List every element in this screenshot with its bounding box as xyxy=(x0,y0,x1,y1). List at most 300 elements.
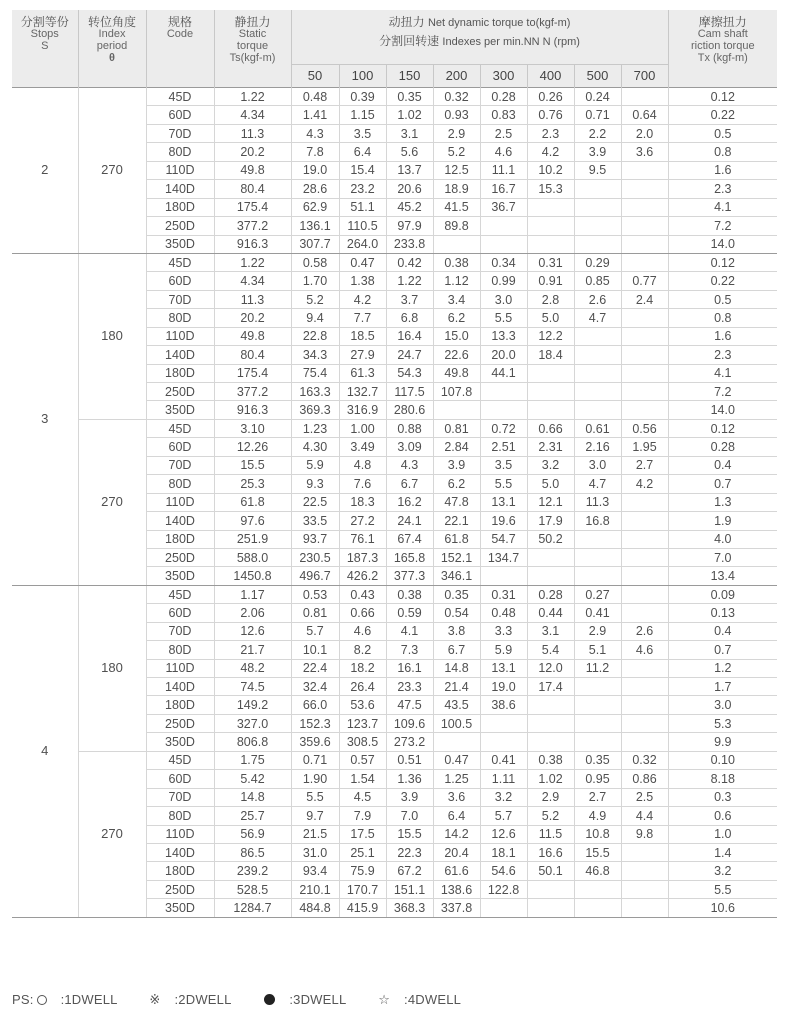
index-header xyxy=(78,10,146,88)
index-angle-value: 270 xyxy=(78,751,146,917)
dynamic-torque-cell: 0.35 xyxy=(386,88,433,106)
dynamic-torque-cell: 2.31 xyxy=(527,438,574,456)
dynamic-torque-cell: 13.1 xyxy=(480,659,527,677)
dynamic-torque-cell: 0.48 xyxy=(480,604,527,622)
code-cell: 250D xyxy=(146,217,214,235)
dynamic-torque-cell: 316.9 xyxy=(339,401,386,419)
dynamic-torque-cell: 0.32 xyxy=(621,751,668,769)
static-torque-cell: 327.0 xyxy=(214,714,291,732)
friction-torque-cell: 3.2 xyxy=(668,862,777,880)
dynamic-torque-cell: 51.1 xyxy=(339,198,386,216)
dynamic-torque-cell xyxy=(621,198,668,216)
dynamic-torque-cell: 9.7 xyxy=(291,807,339,825)
dynamic-torque-cell: 0.31 xyxy=(480,585,527,603)
code-cell: 110D xyxy=(146,161,214,179)
dynamic-torque-cell: 0.83 xyxy=(480,106,527,124)
code-cell: 350D xyxy=(146,235,214,253)
dynamic-torque-cell: 264.0 xyxy=(339,235,386,253)
dynamic-torque-cell: 123.7 xyxy=(339,714,386,732)
dynamic-torque-cell: 15.5 xyxy=(386,825,433,843)
dynamic-torque-cell xyxy=(621,548,668,566)
static-torque-cell: 806.8 xyxy=(214,733,291,751)
index-header-en1: Index xyxy=(98,28,126,40)
friction-torque-cell: 0.7 xyxy=(668,641,777,659)
friction-torque-cell: 2.3 xyxy=(668,346,777,364)
dynamic-torque-cell: 152.1 xyxy=(433,548,480,566)
dynamic-torque-cell xyxy=(621,253,668,271)
code-cell: 60D xyxy=(146,438,214,456)
friction-torque-cell: 0.3 xyxy=(668,788,777,806)
dwell-legend xyxy=(12,992,489,1008)
friction-torque-cell: 5.5 xyxy=(668,880,777,898)
dynamic-torque-cell xyxy=(574,327,621,345)
dynamic-torque-cell xyxy=(480,567,527,585)
code-cell: 60D xyxy=(146,770,214,788)
dynamic-torque-cell: 9.5 xyxy=(574,161,621,179)
static-torque-cell: 528.5 xyxy=(214,880,291,898)
dynamic-torque-cell: 0.66 xyxy=(527,419,574,437)
dynamic-torque-cell: 4.2 xyxy=(621,475,668,493)
dynamic-torque-cell: 19.0 xyxy=(291,161,339,179)
dynamic-torque-cell: 17.9 xyxy=(527,512,574,530)
dynamic-torque-cell: 12.2 xyxy=(527,327,574,345)
dynamic-torque-cell xyxy=(621,714,668,732)
static-torque-cell: 49.8 xyxy=(214,327,291,345)
friction-torque-header xyxy=(668,10,777,88)
dynamic-torque-cell xyxy=(527,714,574,732)
dynamic-torque-cell: 3.0 xyxy=(480,290,527,308)
dynamic-torque-cell: 24.1 xyxy=(386,512,433,530)
dynamic-torque-cell: 27.9 xyxy=(339,346,386,364)
dynamic-torque-cell: 16.2 xyxy=(386,493,433,511)
dynamic-torque-cell: 22.8 xyxy=(291,327,339,345)
friction-torque-cell: 0.12 xyxy=(668,253,777,271)
dynamic-torque-cell: 31.0 xyxy=(291,843,339,861)
dynamic-torque-cell: 0.72 xyxy=(480,419,527,437)
dynamic-torque-cell: 13.7 xyxy=(386,161,433,179)
code-cell: 80D xyxy=(146,807,214,825)
static-torque-cell: 25.3 xyxy=(214,475,291,493)
legend-item-3dwell xyxy=(263,992,360,1007)
dynamic-torque-cell: 109.6 xyxy=(386,714,433,732)
code-cell: 250D xyxy=(146,880,214,898)
speed-header-700: 700 xyxy=(621,65,668,88)
static-torque-cell: 2.06 xyxy=(214,604,291,622)
dynamic-torque-cell: 0.41 xyxy=(480,751,527,769)
friction-torque-cell: 1.3 xyxy=(668,493,777,511)
static-torque-cell: 56.9 xyxy=(214,825,291,843)
dynamic-torque-cell: 0.66 xyxy=(339,604,386,622)
dynamic-torque-cell: 20.4 xyxy=(433,843,480,861)
dynamic-torque-cell: 16.6 xyxy=(527,843,574,861)
dynamic-torque-cell: 47.8 xyxy=(433,493,480,511)
index-header-en2: period xyxy=(96,40,128,52)
dynamic-torque-cell: 6.4 xyxy=(339,143,386,161)
dynamic-torque-cell: 12.6 xyxy=(480,825,527,843)
reference-mark-icon: ※ xyxy=(149,992,161,1007)
dynamic-torque-cell: 15.4 xyxy=(339,161,386,179)
legend-item-4dwell xyxy=(378,992,475,1007)
dynamic-torque-cell: 3.9 xyxy=(386,788,433,806)
dynamic-torque-cell: 1.11 xyxy=(480,770,527,788)
friction-torque-cell: 13.4 xyxy=(668,567,777,585)
dynamic-torque-cell: 4.6 xyxy=(480,143,527,161)
static-torque-cell: 1.22 xyxy=(214,253,291,271)
dynamic-torque-cell: 6.7 xyxy=(386,475,433,493)
dynamic-torque-cell: 0.51 xyxy=(386,751,433,769)
dynamic-torque-cell: 22.5 xyxy=(291,493,339,511)
legend-label-1dwell: :1DWELL xyxy=(60,992,118,1007)
dynamic-torque-cell: 5.7 xyxy=(480,807,527,825)
dynamic-torque-cell: 0.38 xyxy=(527,751,574,769)
dynamic-torque-cell: 0.61 xyxy=(574,419,621,437)
static-torque-cell: 11.3 xyxy=(214,124,291,142)
code-header xyxy=(146,10,214,88)
dynamic-torque-cell xyxy=(621,327,668,345)
dynamic-torque-cell: 7.9 xyxy=(339,807,386,825)
dynamic-torque-cell: 61.8 xyxy=(433,530,480,548)
static-torque-cell: 1284.7 xyxy=(214,899,291,917)
code-cell: 350D xyxy=(146,733,214,751)
legend-item-1dwell xyxy=(36,992,132,1007)
dynamic-torque-cell: 6.2 xyxy=(433,309,480,327)
static-torque-cell: 1450.8 xyxy=(214,567,291,585)
dynamic-torque-cell: 1.23 xyxy=(291,419,339,437)
friction-torque-cell: 1.6 xyxy=(668,327,777,345)
dynamic-torque-cell: 0.39 xyxy=(339,88,386,106)
friction-torque-cell: 0.13 xyxy=(668,604,777,622)
dynamic-torque-cell: 5.9 xyxy=(291,456,339,474)
dynamic-torque-cell: 11.2 xyxy=(574,659,621,677)
dynamic-torque-cell: 2.9 xyxy=(574,622,621,640)
code-cell: 70D xyxy=(146,124,214,142)
dynamic-torque-cell xyxy=(621,678,668,696)
dynamic-torque-cell xyxy=(621,567,668,585)
dynamic-torque-cell: 9.3 xyxy=(291,475,339,493)
dynamic-torque-cell: 97.9 xyxy=(386,217,433,235)
dynamic-torque-cell: 5.1 xyxy=(574,641,621,659)
static-torque-cell: 1.22 xyxy=(214,88,291,106)
code-cell: 70D xyxy=(146,622,214,640)
static-header-unit: Ts(kgf-m) xyxy=(229,52,276,64)
friction-torque-cell: 4.0 xyxy=(668,530,777,548)
dynamic-torque-cell: 10.2 xyxy=(527,161,574,179)
dynamic-torque-cell xyxy=(621,659,668,677)
dynamic-torque-cell: 0.77 xyxy=(621,272,668,290)
dynamic-torque-cell: 5.9 xyxy=(480,641,527,659)
table-row xyxy=(12,751,777,769)
code-cell: 110D xyxy=(146,327,214,345)
dynamic-torque-cell xyxy=(621,401,668,419)
dynamic-torque-cell: 17.4 xyxy=(527,678,574,696)
dynamic-torque-cell xyxy=(621,696,668,714)
dynamic-torque-cell: 1.02 xyxy=(386,106,433,124)
static-torque-cell: 377.2 xyxy=(214,217,291,235)
dynamic-torque-cell: 2.6 xyxy=(574,290,621,308)
dynamic-torque-cell xyxy=(574,346,621,364)
dynamic-torque-cell: 1.25 xyxy=(433,770,480,788)
dynamic-torque-cell: 2.8 xyxy=(527,290,574,308)
dynamic-torque-cell: 4.6 xyxy=(339,622,386,640)
dynamic-torque-cell: 2.5 xyxy=(480,124,527,142)
dynamic-torque-cell: 3.5 xyxy=(339,124,386,142)
table-row xyxy=(12,419,777,437)
dynamic-torque-cell: 5.2 xyxy=(433,143,480,161)
dynamic-torque-cell: 45.2 xyxy=(386,198,433,216)
dynamic-torque-cell xyxy=(574,696,621,714)
dynamic-torque-cell xyxy=(433,235,480,253)
stops-value: 4 xyxy=(12,585,78,917)
code-cell: 45D xyxy=(146,751,214,769)
dynamic-torque-cell: 2.0 xyxy=(621,124,668,142)
dynamic-torque-cell: 13.1 xyxy=(480,493,527,511)
dynamic-torque-cell: 3.4 xyxy=(433,290,480,308)
dynamic-torque-cell xyxy=(621,309,668,327)
dynamic-torque-cell xyxy=(527,696,574,714)
dynamic-torque-cell: 5.2 xyxy=(291,290,339,308)
dynamic-torque-cell: 136.1 xyxy=(291,217,339,235)
dynamic-torque-cell: 2.9 xyxy=(433,124,480,142)
dynamic-torque-cell: 43.5 xyxy=(433,696,480,714)
dynamic-torque-cell: 0.81 xyxy=(433,419,480,437)
dynamic-torque-cell: 415.9 xyxy=(339,899,386,917)
index-angle-value: 270 xyxy=(78,88,146,254)
dynamic-torque-cell: 0.28 xyxy=(527,585,574,603)
dynamic-torque-cell: 93.7 xyxy=(291,530,339,548)
dynamic-torque-cell: 0.26 xyxy=(527,88,574,106)
friction-torque-cell: 0.5 xyxy=(668,290,777,308)
dynamic-torque-cell: 5.2 xyxy=(527,807,574,825)
code-cell: 140D xyxy=(146,346,214,364)
static-torque-cell: 916.3 xyxy=(214,401,291,419)
dynamic-torque-cell: 18.3 xyxy=(339,493,386,511)
dynamic-torque-cell: 1.00 xyxy=(339,419,386,437)
code-cell: 350D xyxy=(146,899,214,917)
dynamic-torque-cell: 0.27 xyxy=(574,585,621,603)
code-cell: 60D xyxy=(146,604,214,622)
static-torque-cell: 3.10 xyxy=(214,419,291,437)
dynamic-torque-cell: 0.24 xyxy=(574,88,621,106)
dynamic-torque-cell: 2.7 xyxy=(621,456,668,474)
dynamic-torque-cell: 7.7 xyxy=(339,309,386,327)
dynamic-torque-cell: 0.58 xyxy=(291,253,339,271)
dynamic-torque-cell: 3.6 xyxy=(433,788,480,806)
table-row xyxy=(12,585,777,603)
dynamic-torque-cell: 230.5 xyxy=(291,548,339,566)
dynamic-torque-cell: 89.8 xyxy=(433,217,480,235)
dynamic-torque-cell: 1.38 xyxy=(339,272,386,290)
dynamic-torque-cell: 18.1 xyxy=(480,843,527,861)
dynamic-torque-cell xyxy=(574,567,621,585)
dynamic-torque-cell xyxy=(621,383,668,401)
static-torque-cell: 49.8 xyxy=(214,161,291,179)
dynamic-torque-cell: 22.6 xyxy=(433,346,480,364)
dynamic-torque-cell: 0.34 xyxy=(480,253,527,271)
dynamic-torque-cell: 26.4 xyxy=(339,678,386,696)
dynamic-torque-cell xyxy=(574,899,621,917)
dynamic-torque-cell: 210.1 xyxy=(291,880,339,898)
dynamic-torque-cell: 0.86 xyxy=(621,770,668,788)
static-torque-cell: 15.5 xyxy=(214,456,291,474)
dynamic-torque-cell: 13.3 xyxy=(480,327,527,345)
dynamic-torque-cell xyxy=(433,401,480,419)
code-cell: 110D xyxy=(146,825,214,843)
dynamic-torque-cell xyxy=(527,733,574,751)
dynamic-torque-cell: 368.3 xyxy=(386,899,433,917)
dynamic-torque-cell: 6.8 xyxy=(386,309,433,327)
friction-torque-cell: 5.3 xyxy=(668,714,777,732)
dynamic-torque-cell: 0.71 xyxy=(574,106,621,124)
dynamic-torque-cell xyxy=(621,585,668,603)
dynamic-torque-cell: 1.12 xyxy=(433,272,480,290)
dynamic-torque-cell: 24.7 xyxy=(386,346,433,364)
code-cell: 180D xyxy=(146,530,214,548)
dynamic-torque-cell xyxy=(621,530,668,548)
dynamic-torque-cell: 14.8 xyxy=(433,659,480,677)
code-cell: 45D xyxy=(146,88,214,106)
dynamic-torque-cell: 369.3 xyxy=(291,401,339,419)
dynamic-torque-cell: 2.3 xyxy=(527,124,574,142)
dynamic-torque-cell: 187.3 xyxy=(339,548,386,566)
code-cell: 140D xyxy=(146,180,214,198)
static-torque-cell: 588.0 xyxy=(214,548,291,566)
friction-torque-cell: 0.7 xyxy=(668,475,777,493)
dynamic-torque-cell: 122.8 xyxy=(480,880,527,898)
dynamic-torque-cell: 33.5 xyxy=(291,512,339,530)
dynamic-torque-cell xyxy=(527,217,574,235)
dynamic-torque-cell xyxy=(480,733,527,751)
dynamic-torque-cell: 138.6 xyxy=(433,880,480,898)
legend-prefix: PS: xyxy=(12,992,34,1007)
static-torque-cell: 20.2 xyxy=(214,309,291,327)
dynamic-torque-cell: 8.2 xyxy=(339,641,386,659)
dynamic-torque-cell xyxy=(480,401,527,419)
friction-torque-cell: 7.2 xyxy=(668,383,777,401)
code-cell: 140D xyxy=(146,512,214,530)
dynamic-torque-cell: 36.7 xyxy=(480,198,527,216)
dynamic-torque-cell: 0.71 xyxy=(291,751,339,769)
friction-torque-cell: 0.22 xyxy=(668,272,777,290)
dynamic-torque-cell: 18.9 xyxy=(433,180,480,198)
dynamic-torque-cell: 359.6 xyxy=(291,733,339,751)
friction-torque-cell: 0.10 xyxy=(668,751,777,769)
dynamic-torque-cell: 1.70 xyxy=(291,272,339,290)
dynamic-torque-cell xyxy=(574,180,621,198)
dynamic-torque-cell xyxy=(621,161,668,179)
static-torque-header xyxy=(214,10,291,88)
dynamic-torque-cell: 6.4 xyxy=(433,807,480,825)
dynamic-torque-cell: 16.8 xyxy=(574,512,621,530)
dynamic-torque-cell: 20.0 xyxy=(480,346,527,364)
dynamic-torque-cell xyxy=(621,843,668,861)
dynamic-torque-cell xyxy=(480,714,527,732)
static-torque-cell: 149.2 xyxy=(214,696,291,714)
dynamic-torque-cell: 18.4 xyxy=(527,346,574,364)
static-torque-cell: 86.5 xyxy=(214,843,291,861)
friction-torque-cell: 4.1 xyxy=(668,364,777,382)
dynamic-torque-cell: 12.5 xyxy=(433,161,480,179)
friction-torque-cell: 1.0 xyxy=(668,825,777,843)
dynamic-torque-cell xyxy=(621,899,668,917)
dynamic-torque-cell: 2.2 xyxy=(574,124,621,142)
friction-torque-cell: 0.4 xyxy=(668,622,777,640)
dynamic-header-zh: 动扭力 xyxy=(388,15,425,29)
torque-spec-table xyxy=(12,10,777,918)
dynamic-torque-cell: 0.81 xyxy=(291,604,339,622)
dynamic-torque-cell xyxy=(621,180,668,198)
friction-torque-cell: 9.9 xyxy=(668,733,777,751)
static-torque-cell: 377.2 xyxy=(214,383,291,401)
dynamic-torque-cell: 0.47 xyxy=(433,751,480,769)
dynamic-torque-cell: 7.3 xyxy=(386,641,433,659)
dynamic-torque-cell: 53.6 xyxy=(339,696,386,714)
dynamic-torque-cell: 1.22 xyxy=(386,272,433,290)
dynamic-torque-cell: 54.3 xyxy=(386,364,433,382)
dynamic-torque-cell xyxy=(527,401,574,419)
friction-torque-cell: 14.0 xyxy=(668,235,777,253)
static-torque-cell: 4.34 xyxy=(214,272,291,290)
dynamic-torque-cell: 2.16 xyxy=(574,438,621,456)
dynamic-torque-cell: 54.7 xyxy=(480,530,527,548)
friction-torque-cell: 0.12 xyxy=(668,419,777,437)
stops-value: 3 xyxy=(12,253,78,585)
legend-item-2dwell xyxy=(149,992,245,1007)
dynamic-torque-cell: 11.5 xyxy=(527,825,574,843)
dynamic-torque-cell: 3.1 xyxy=(527,622,574,640)
dynamic-torque-cell: 0.42 xyxy=(386,253,433,271)
dynamic-torque-cell: 11.1 xyxy=(480,161,527,179)
dynamic-torque-cell: 0.95 xyxy=(574,770,621,788)
dynamic-torque-cell xyxy=(527,567,574,585)
stops-header-symbol: S xyxy=(41,40,49,52)
dynamic-torque-cell: 152.3 xyxy=(291,714,339,732)
circle-icon xyxy=(37,995,47,1005)
dynamic-torque-cell: 0.48 xyxy=(291,88,339,106)
dynamic-torque-cell: 5.0 xyxy=(527,475,574,493)
dynamic-torque-cell: 2.51 xyxy=(480,438,527,456)
dynamic-torque-cell xyxy=(433,733,480,751)
code-cell: 110D xyxy=(146,659,214,677)
dynamic-torque-cell xyxy=(480,899,527,917)
dynamic-torque-cell: 2.4 xyxy=(621,290,668,308)
dynamic-torque-cell: 5.6 xyxy=(386,143,433,161)
legend-label-4dwell: :4DWELL xyxy=(404,992,462,1007)
dynamic-torque-cell: 3.49 xyxy=(339,438,386,456)
dynamic-torque-cell: 5.5 xyxy=(480,475,527,493)
dynamic-torque-cell: 4.4 xyxy=(621,807,668,825)
dynamic-torque-cell: 3.2 xyxy=(480,788,527,806)
code-cell: 70D xyxy=(146,456,214,474)
dynamic-torque-cell: 346.1 xyxy=(433,567,480,585)
dynamic-torque-cell: 10.1 xyxy=(291,641,339,659)
dynamic-torque-cell xyxy=(621,88,668,106)
code-cell: 140D xyxy=(146,678,214,696)
dynamic-torque-cell: 3.9 xyxy=(433,456,480,474)
dynamic-torque-cell: 17.5 xyxy=(339,825,386,843)
dynamic-torque-cell: 2.5 xyxy=(621,788,668,806)
static-torque-cell: 251.9 xyxy=(214,530,291,548)
dynamic-torque-cell: 41.5 xyxy=(433,198,480,216)
dynamic-torque-cell xyxy=(621,604,668,622)
dynamic-torque-cell: 307.7 xyxy=(291,235,339,253)
dynamic-torque-cell xyxy=(621,364,668,382)
dynamic-torque-cell: 308.5 xyxy=(339,733,386,751)
table-row xyxy=(12,88,777,106)
code-cell: 45D xyxy=(146,419,214,437)
dynamic-torque-cell: 0.85 xyxy=(574,272,621,290)
dynamic-torque-cell: 25.1 xyxy=(339,843,386,861)
dynamic-torque-cell: 19.6 xyxy=(480,512,527,530)
